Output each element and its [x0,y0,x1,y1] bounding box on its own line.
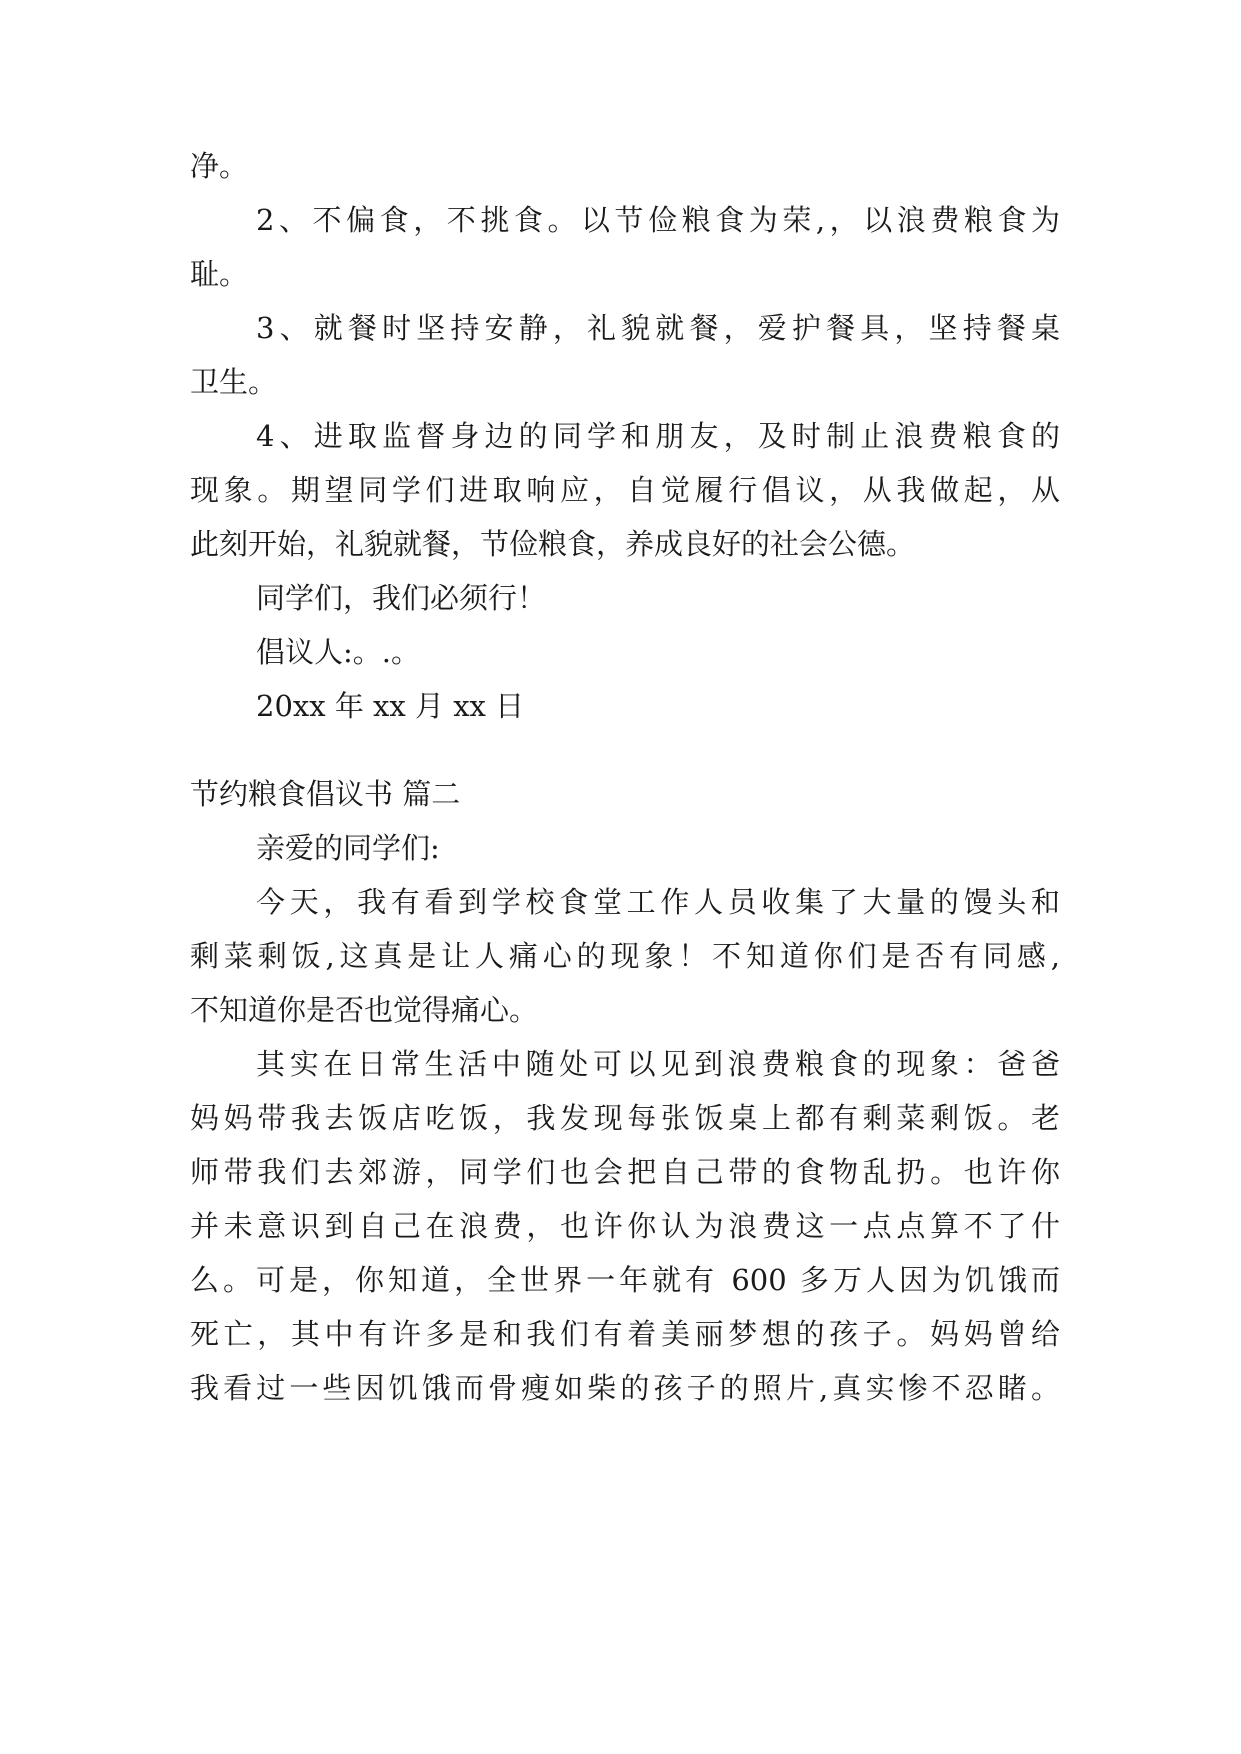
text-line-16: 不知道你是否也觉得痛心。 [190,993,539,1027]
text-line-4: 3、就餐时坚持安静，礼貌就餐，爱护餐具，坚持餐桌 [256,311,1060,345]
text-line-23: 我看过一些因饥饿而骨瘦如柴的孩子的照片,真实惨不忍睹。 [190,1371,1060,1405]
signature-line: 倡议人:。.。 [256,635,420,669]
text-line-2: 2、不偏食，不挑食。以节俭粮食为荣,，以浪费粮食为 [256,203,1060,237]
text-line-3: 耻。 [190,257,249,291]
text-line-18: 妈妈带我去饭店吃饭，我发现每张饭桌上都有剩菜剩饭。老 [190,1101,1060,1135]
date-line: 20xx 年 xx 月 xx 日 [256,689,525,723]
text-line-15: 剩菜剩饭,这真是让人痛心的现象！不知道你们是否有同感, [190,939,1060,973]
text-line-6: 4、进取监督身边的同学和朋友，及时制止浪费粮食的 [256,419,1060,453]
text-line-5: 卫生。 [190,365,278,399]
text-line-17: 其实在日常生活中随处可以见到浪费粮食的现象：爸爸 [256,1047,1060,1081]
text-line-7: 现象。期望同学们进取响应，自觉履行倡议，从我做起，从 [190,473,1060,507]
text-line-19: 师带我们去郊游，同学们也会把自己带的食物乱扔。也许你 [190,1155,1060,1189]
salutation: 亲爱的同学们: [256,831,440,865]
text-line-14: 今天，我有看到学校食堂工作人员收集了大量的馒头和 [256,885,1060,919]
text-line-20: 并未意识到自己在浪费，也许你认为浪费这一点点算不了什 [190,1209,1060,1243]
document-page [190,0,1060,1754]
text-line-1: 净。 [190,149,249,183]
text-line-8: 此刻开始，礼貌就餐，节俭粮食，养成良好的社会公德。 [190,527,916,561]
text-line-21: 么。可是，你知道，全世界一年就有 600 多万人因为饥饿而 [190,1263,1060,1297]
text-line-22: 死亡，其中有许多是和我们有着美丽梦想的孩子。妈妈曾给 [190,1317,1060,1351]
section-heading: 节约粮食倡议书 篇二 [190,777,461,811]
text-line-9: 同学们，我们必须行！ [256,581,547,615]
